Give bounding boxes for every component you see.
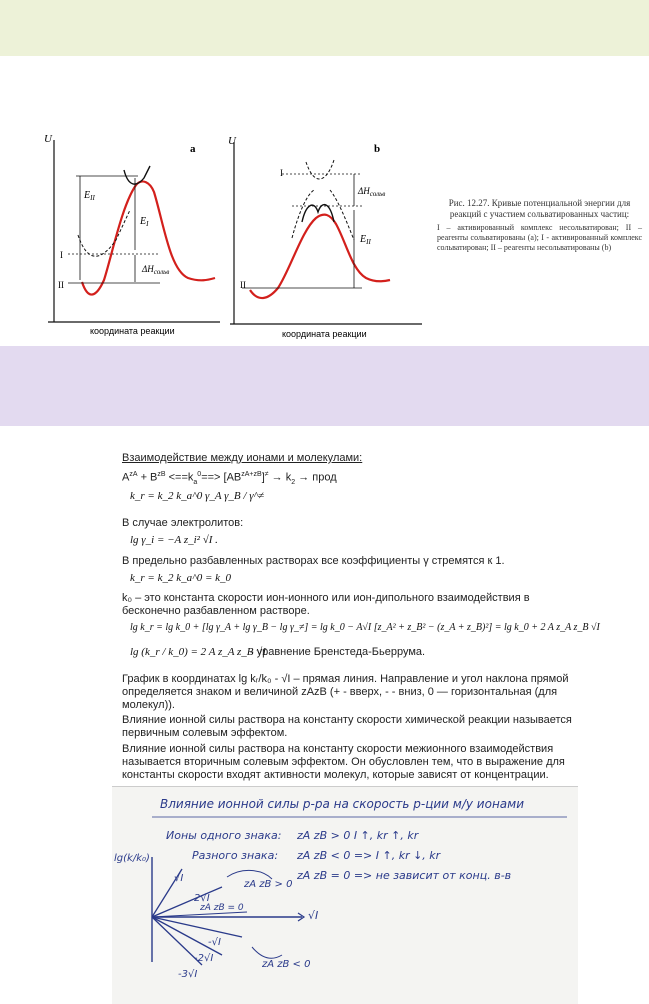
figure-b-e2-sub: II: [366, 238, 371, 246]
figure-a-panel-label: a: [190, 143, 196, 155]
graph-description: График в координатах lg kᵣ/k₀ - √I – прямая линия. Направление и угол наклона прямой определяется знаком и величиной zAzB (+ - вверх, - - вниз, 0 — горизонтальная (для молекул)).: [122, 673, 569, 711]
figure-a-label-i: I: [60, 250, 63, 260]
figure-b-xlabel: координата реакции: [282, 329, 367, 339]
primary-salt-effect: Влияние ионной силы раствора на константу скорости химической реакции называется первичным солевым эффектом.: [122, 714, 572, 739]
figure-b-e2-label: E: [360, 234, 367, 245]
svg-text:EI: [139, 216, 149, 228]
figure-a-label-ii: II: [58, 280, 64, 290]
figure-b-label-ii: II: [240, 280, 246, 290]
handwriting-neg-sqrt-i: -√I: [208, 937, 221, 948]
handwriting-negative-label: zA zB < 0: [262, 959, 311, 970]
figure-a-u-label: U: [44, 133, 52, 145]
dilute-solutions-line: В предельно разбавленных растворах все коэффициенты γ стремятся к 1.: [122, 555, 505, 567]
figure-a-e2-sub: II: [90, 194, 95, 202]
handwriting-line3-eq: zA zB = 0 => не зависит от конц. в-в: [297, 869, 512, 882]
middle-color-band: [0, 346, 649, 426]
figure-a-dh-sub: сольв: [153, 268, 170, 276]
handwriting-x-axis: √I: [308, 909, 319, 922]
handwritten-note-photo: [112, 786, 578, 1004]
figure-b-dh-sub: сольв: [369, 190, 386, 198]
figure-b-u-label: U: [228, 135, 236, 147]
figure-a-potential-energy: [40, 130, 225, 340]
svg-text:ΔHсольв: [141, 264, 169, 276]
formula-lg-kr-expansion: lg k_r = lg k_0 + [lg γ_A + lg γ_B − lg γ_≠] = lg k_0 − A√I [z_A² + z_B² − (z_A + z_B)²] = lg k_0 + 2 A z_A z_B √I: [130, 622, 600, 633]
handwriting-y-axis: lg(k/k₀): [114, 853, 150, 864]
handwriting-neg-2sqrt-i: -2√I: [194, 953, 214, 964]
figure-a-e2-label: E: [84, 190, 91, 201]
handwriting-line2: Разного знака:: [192, 849, 279, 862]
figure-a-e1-label: E: [140, 216, 147, 227]
svg-text:ΔHсольв: [357, 186, 385, 198]
handwriting-line-sqrt-i: √I: [174, 873, 184, 884]
formula-kr-k0: k_r = k_2 k_a^0 = k_0: [130, 572, 232, 584]
handwriting-line-2sqrt-i: 2√I: [194, 893, 210, 904]
handwriting-line2-eq: zA zB < 0 => I ↑, kr ↓, kr: [297, 849, 441, 862]
handwriting-line1: Ионы одного знака:: [166, 829, 282, 842]
handwriting-positive-label: zA zB > 0: [244, 879, 293, 890]
figure-caption: [437, 198, 642, 253]
bronsted-label: - уравнение Бренстеда-Бьеррума.: [250, 646, 426, 658]
figure-a-dh-label: ΔH: [142, 264, 154, 274]
svg-text:EII: [359, 234, 371, 246]
secondary-salt-effect: Влияние ионной силы раствора на константу скорости межионного взаимодействия называется вторичным солевым эффектом. Он обусловлен тем, что в выражение для константы скорости входят активности молекул, которые зависят от концентрации.: [122, 743, 565, 781]
figure-a-xlabel: координата реакции: [90, 326, 175, 336]
handwriting-neg-3sqrt-i: -3√I: [178, 969, 198, 980]
reaction-scheme: $A^{zA} + B^{zB} <==k_a^0==> [AB^{zA+zB}]^\ne \to k_2$ → прод: [122, 471, 337, 486]
k0-definition: k₀ – это константа скорости ион-ионного или ион-дипольного взаимодействия в бесконечно разбавленном растворе.: [122, 592, 530, 617]
handwriting-line1-eq: zA zB > 0 I ↑, kr ↑, kr: [297, 829, 419, 842]
figure-a-e1-sub: I: [146, 220, 149, 228]
figure-caption-title: Рис. 12.27. Кривые потенциальной энергии для реакций с участием сольватированных частиц:: [448, 198, 631, 219]
handwriting-zero-label: zA zB = 0: [200, 903, 244, 913]
section-heading: Взаимодействие между ионами и молекулами:: [122, 452, 363, 464]
handwriting-title: Влияние ионной силы р-ра на скорость р-ции м/у ионами: [160, 797, 525, 811]
formula-lg-gamma: lg γ_i = −A z_i² √I .: [130, 534, 218, 546]
figure-b-panel-label: b: [374, 143, 381, 155]
top-color-band: [0, 0, 649, 56]
svg-text:EII: [83, 190, 95, 202]
formula-kr-gamma: k_r = k_2 k_a^0 γ_A γ_B / γ^≠: [130, 490, 265, 502]
figure-b-label-i: I: [280, 168, 283, 178]
formula-bronsted: lg (k_r / k_0) = 2 A z_A z_B √I: [130, 646, 266, 658]
figure-b-dh-label: ΔH: [358, 186, 370, 196]
electrolytes-line: В случае электролитов:: [122, 517, 244, 529]
figure-caption-body: I – активированный комплекс несольватирован; II – реагенты сольватированы (a); I - активированный комплекс сольватирован; II – реагенты несольватированы (b): [437, 223, 642, 252]
figure-b-potential-energy: [222, 130, 427, 345]
